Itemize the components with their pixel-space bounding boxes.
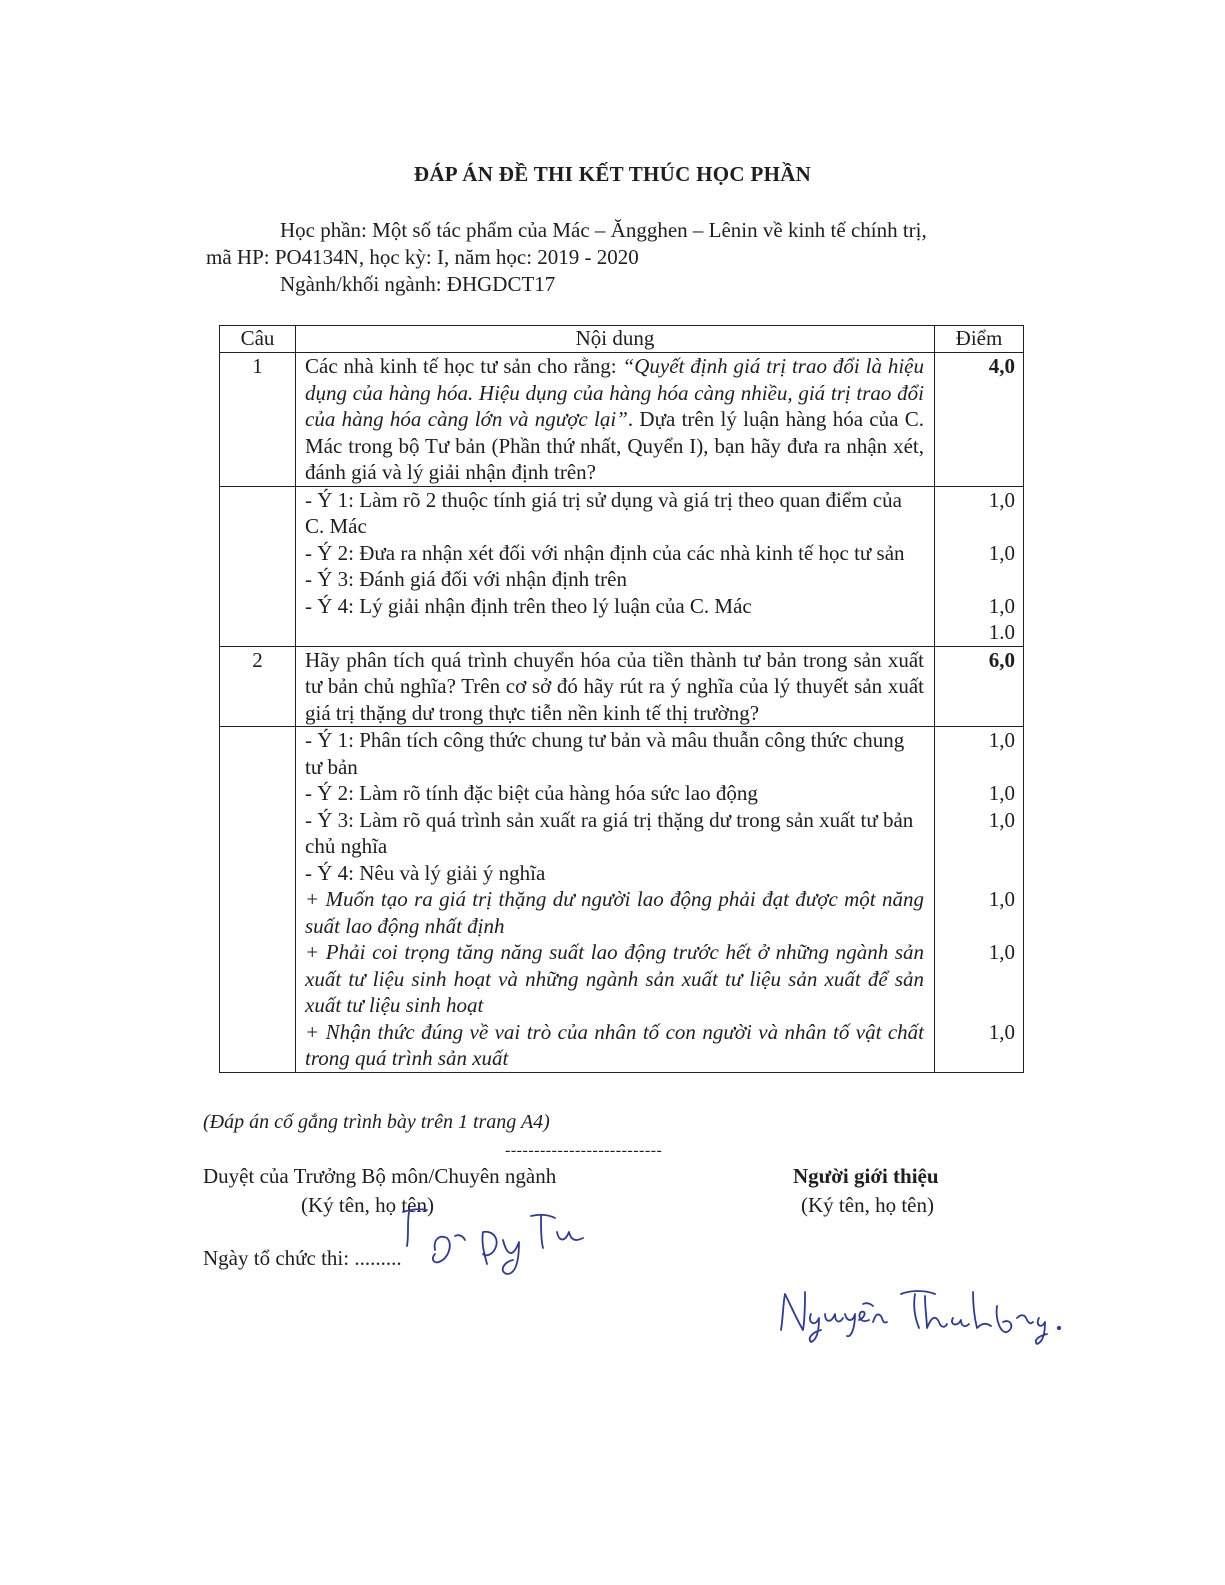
- rubric-item: - Ý 4: Lý giải nhận định trên theo lý luận của C. Mác: [305, 593, 752, 618]
- question-2-rubric-row: [220, 727, 1024, 1073]
- rubric-score: 1.0: [988, 620, 1015, 644]
- rubric-score: 1,0: [988, 887, 1015, 911]
- question-2-row: [220, 646, 1024, 727]
- question-1-rubric-row: [220, 486, 1024, 646]
- major-line: Ngành/khối ngành: ĐHGDCT17: [280, 272, 556, 296]
- answer-table: [219, 325, 1024, 1073]
- rubric-item: - Ý 3: Làm rõ quá trình sản xuất ra giá trị thặng dư trong sản xuất tư bản chủ nghĩa: [305, 807, 914, 858]
- introducer-sub: (Ký tên, họ tên): [801, 1193, 934, 1217]
- rubric-score: 1,0: [988, 781, 1015, 805]
- question-2-rubric-scores: [935, 727, 1024, 1073]
- rubric-score: 1,0: [988, 940, 1015, 964]
- question-2-text: Hãy phân tích quá trình chuyển hóa của tiền thành tư bản trong sản xuất tư bản chủ nghĩa? Trên cơ sở đó hãy rút ra ý nghĩa của lý thuyết sản xuất giá trị thặng dư trong thực tiễn nền kinh tế thị trường?: [296, 646, 935, 727]
- question-2-rubric: [296, 727, 935, 1073]
- question-1-number: 1: [220, 353, 296, 487]
- question-1-quote: “Quyết định giá trị trao đổi là hiệu dụng của hàng hóa. Hiệu dụng của hàng hóa càng nhiều, giá trị trao đổi của hàng hóa càng lớn và ngược lại”: [305, 354, 924, 431]
- rubric-item: - Ý 2: Làm rõ tính đặc biệt của hàng hóa sức lao động: [305, 781, 758, 805]
- rubric-item: - Ý 2: Đưa ra nhận xét đối với nhận định của các nhà kinh tế học tư sản: [305, 540, 905, 565]
- question-1-row: [220, 353, 1024, 487]
- rubric-item: - Ý 1: Phân tích công thức chung tư bản và mâu thuẫn công thức chung tư bản: [305, 728, 905, 779]
- rubric-sub-item: + Muốn tạo ra giá trị thặng dư người lao động phải đạt được một năng suất lao động nhất định: [305, 887, 924, 938]
- question-1-text: Các nhà kinh tế học tư sản cho rằng: “Quyết định giá trị trao đổi là hiệu dụng của hàng hóa. Hiệu dụng của hàng hóa càng nhiều, giá trị trao đổi của hàng hóa càng lớn và ngược lại”. Dựa trên lý luận hàng hóa của C. Mác trong bộ Tư bản (Phần thứ nhất, Quyển I), bạn hãy đưa ra nhận xét, đánh giá và lý giải nhận định trên?: [296, 353, 935, 487]
- rubric-score: 1,0: [988, 728, 1015, 752]
- rubric-item: - Ý 4: Nêu và lý giải ý nghĩa: [305, 860, 546, 885]
- question-1-rubric-scores: [935, 486, 1024, 646]
- question-2-total: 6,0: [988, 647, 1015, 672]
- rubric-score: 1,0: [988, 487, 1015, 512]
- course-code-line: mã HP: PO4134N, học kỳ: I, năm học: 2019 - 2020: [206, 245, 639, 269]
- head-signature-drawing: [395, 1200, 605, 1280]
- rubric-item: - Ý 3: Đánh giá đối với nhận định trên: [305, 567, 627, 591]
- approval-title: Duyệt của Trưởng Bộ môn/Chuyên ngành: [203, 1164, 557, 1188]
- separator-line: ---------------------------: [505, 1142, 663, 1159]
- rubric-score: 1,0: [988, 593, 1015, 618]
- page-note: (Đáp án cố gắng trình bày trên 1 trang A4): [203, 1111, 550, 1133]
- header-score: Điểm: [935, 326, 1024, 353]
- introducer-title: Người giới thiệu: [793, 1164, 939, 1188]
- rubric-score: 1,0: [988, 1019, 1015, 1044]
- document-title: ĐÁP ÁN ĐỀ THI KẾT THÚC HỌC PHẦN: [413, 162, 812, 186]
- rubric-score: 1,0: [988, 807, 1015, 832]
- rubric-score: 1,0: [988, 540, 1015, 565]
- course-line: Học phần: Một số tác phẩm của Mác – Ăngghen – Lênin về kinh tế chính trị,: [280, 218, 927, 242]
- header-question: Câu: [220, 326, 296, 353]
- question-1-rubric: [296, 486, 935, 646]
- rubric-sub-item: + Nhận thức đúng về vai trò của nhân tố con người và nhân tố vật chất trong quá trình sản xuất: [305, 1019, 924, 1070]
- question-2-number: 2: [220, 646, 296, 727]
- rubric-item: - Ý 1: Làm rõ 2 thuộc tính giá trị sử dụng và giá trị theo quan điểm của C. Mác: [305, 487, 902, 538]
- approval-sub: (Ký tên, họ tên): [301, 1193, 434, 1217]
- introducer-signature-drawing: [775, 1278, 1075, 1348]
- table-header-row: [220, 326, 1024, 353]
- rubric-sub-item: + Phải coi trọng tăng năng suất lao động trước hết ở những ngành sản xuất tư liệu sinh hoạt và những ngành sản xuất tư liệu sản xuất để sản xuất tư liệu sinh hoạt: [305, 940, 924, 1017]
- question-1-total: 4,0: [988, 354, 1015, 378]
- header-content: Nội dung: [296, 326, 935, 353]
- exam-date-label: Ngày tổ chức thi: .........: [203, 1246, 402, 1270]
